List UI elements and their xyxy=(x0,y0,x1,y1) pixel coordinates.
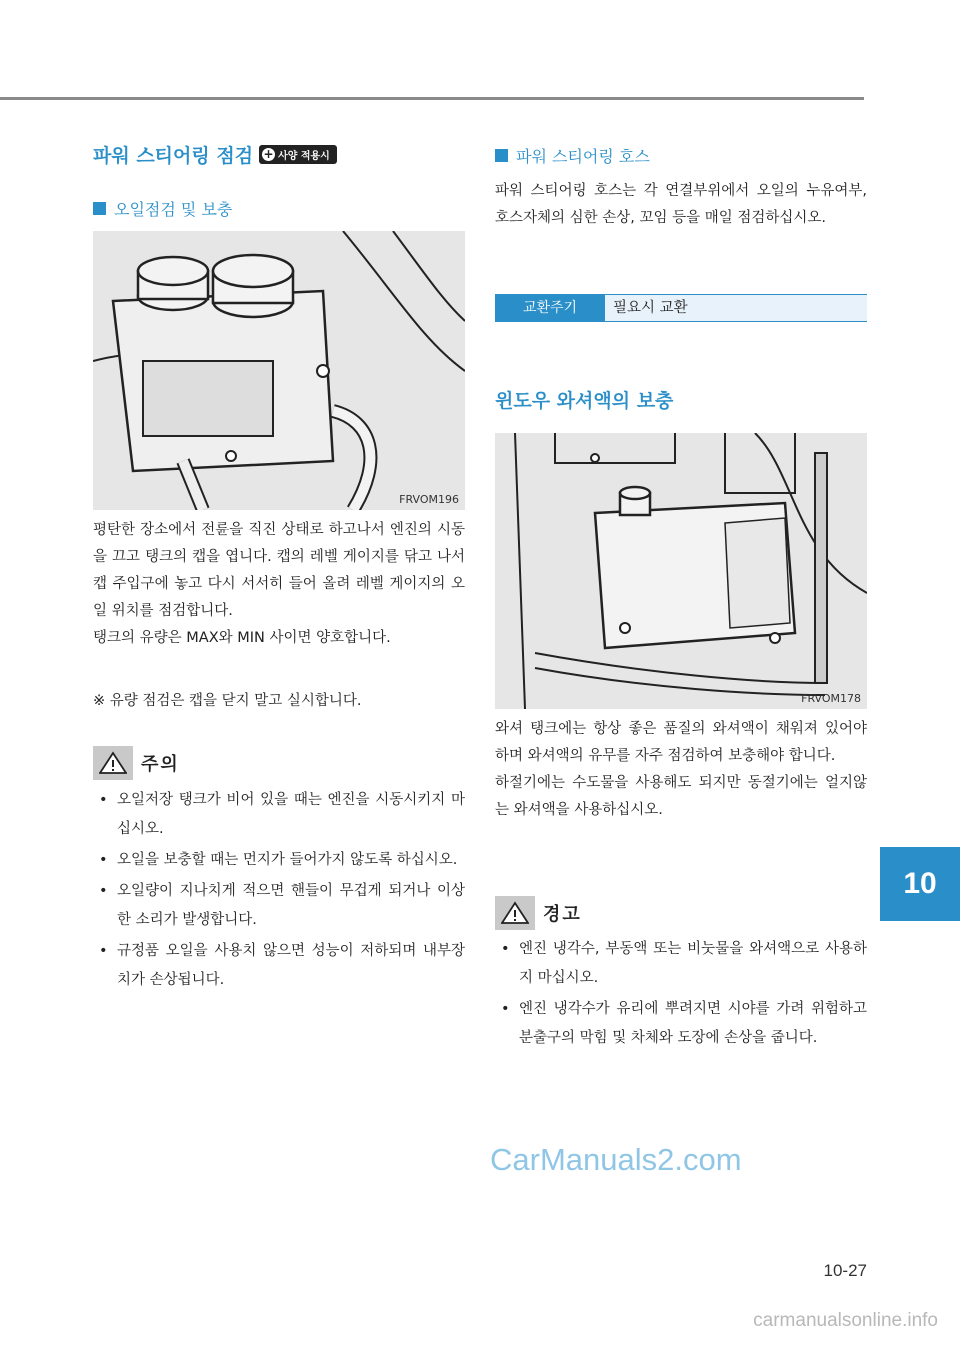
paragraph: 하절기에는 수도물을 사용해도 되지만 동절기에는 얼지않는 와셔액을 사용하십시오. xyxy=(495,775,867,818)
square-bullet-icon xyxy=(495,149,508,162)
caution-list xyxy=(93,786,465,997)
power-steering-reservoir-illustration xyxy=(93,231,465,510)
square-bullet-icon xyxy=(93,202,106,215)
subheading-oil-check: 오일점검 및 보충 xyxy=(93,197,232,220)
list-item: • 엔진 냉각수가 유리에 뿌려지면 시야를 가려 위험하고 분출구의 막힘 및 차체와 도장에 손상을 줍니다. xyxy=(495,995,867,1053)
warning-box xyxy=(495,896,535,930)
image-caption: FRVOM178 xyxy=(801,692,861,705)
list-item: • 오일저장 탱크가 비어 있을 때는 엔진을 시동시키지 마십시오. xyxy=(93,786,465,844)
oil-check-text xyxy=(93,517,465,652)
subheading-steering-hose: 파워 스티어링 호스 xyxy=(495,144,650,167)
list-item: • 엔진 냉각수, 부동액 또는 비눗물을 와셔액으로 사용하지 마십시오. xyxy=(495,935,867,993)
page-number: 10-27 xyxy=(823,1261,867,1280)
washer-text xyxy=(495,716,867,824)
top-rule xyxy=(0,97,864,100)
replacement-table xyxy=(495,294,867,322)
image-caption: FRVOM196 xyxy=(399,493,459,506)
plus-icon: + xyxy=(263,147,274,161)
option-badge: + 사양 적용시 xyxy=(259,145,337,164)
chapter-tab[interactable]: 10 xyxy=(880,847,960,921)
list-item: • 규정품 오일을 사용치 않으면 성능이 저하되며 내부장치가 손상됩니다. xyxy=(93,937,465,995)
paragraph: 와셔 탱크에는 항상 좋은 품질의 와셔액이 채워져 있어야 하며 와셔액의 유무를 자주 점검하여 보충해야 합니다. xyxy=(495,721,867,764)
warning-triangle-icon xyxy=(501,901,529,925)
note: ※ 유량 점검은 캡을 닫지 말고 실시합니다. xyxy=(93,693,362,709)
hose-text xyxy=(495,178,867,232)
site-watermark: carmanualsonline.info xyxy=(753,1310,938,1331)
washer-tank-illustration xyxy=(495,433,867,709)
caution-label: 주의 xyxy=(141,754,180,775)
warning-label: 경고 xyxy=(543,904,582,925)
paragraph: 파워 스티어링 호스는 각 연결부위에서 오일의 누유여부, 호스자체의 심한 손상, 꼬임 등을 매일 점검하십시오. xyxy=(495,183,867,226)
washer-tank-image xyxy=(495,433,867,709)
section-title-washer: 윈도우 와셔액의 보충 xyxy=(495,390,674,412)
watermark: CarManuals2.com xyxy=(490,1142,742,1177)
warning-triangle-icon xyxy=(99,751,127,775)
paragraph: 탱크의 유량은 MAX와 MIN 사이면 양호합니다. xyxy=(93,630,391,646)
caution-box xyxy=(93,746,133,780)
list-item: • 오일량이 지나치게 적으면 핸들이 무겁게 되거나 이상한 소리가 발생합니다. xyxy=(93,877,465,935)
reservoir-image xyxy=(93,231,465,510)
warning-list xyxy=(495,935,867,1055)
note-text xyxy=(93,688,465,715)
section-title-power-steering: 파워 스티어링 점검 + 사양 적용시 xyxy=(93,141,337,168)
list-item: • 오일을 보충할 때는 먼지가 들어가지 않도록 하십시오. xyxy=(93,846,465,875)
table-value: 필요시 교환 xyxy=(605,295,867,321)
warning-header xyxy=(495,896,582,930)
caution-header xyxy=(93,746,180,780)
paragraph: 평탄한 장소에서 전륜을 직진 상태로 하고나서 엔진의 시동을 끄고 탱크의 캡을 엽니다. 캡의 레벨 게이지를 닦고 나서 캡 주입구에 놓고 다시 서서히 들어 올려 레벨 게이지의 오일 위치를 점검합니다. xyxy=(93,522,465,619)
table-key: 교환주기 xyxy=(495,295,605,321)
